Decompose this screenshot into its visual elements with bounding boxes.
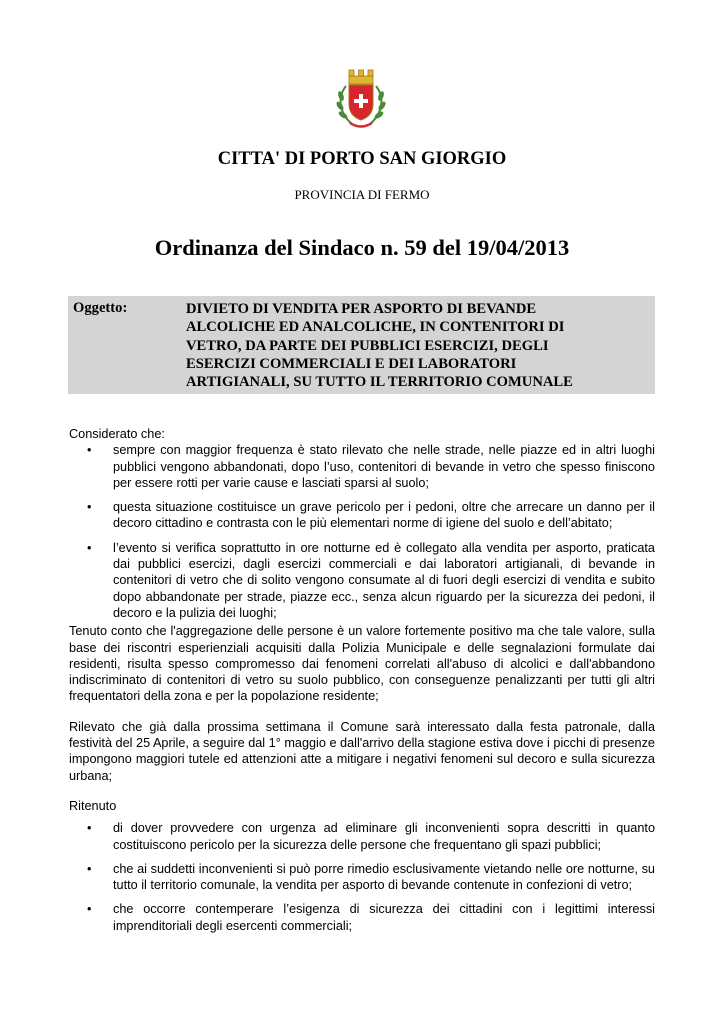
list-item [69, 499, 655, 532]
subject-line: ESERCIZI COMMERCIALI E DEI LABORATORI [186, 355, 517, 372]
ordinance-body [69, 426, 655, 934]
list-item-text: l’evento si verifica soprattutto in ore notturne ed è collegato alla vendita per asporto, praticata dai pubblici esercizi, dagli esercizi commerciali e dai laboratori artigianali, di bevande in contenitori di vetro che di solito vengono consumate al di fuori degli esercizi di vendita e subito dopo abbandonate per strade, piazze ecc., senza alcun riguardo per la sicurezza dei pedoni, il decoro e la pulizia dei luoghi; [113, 540, 655, 620]
list-item [69, 861, 655, 894]
tenuto-paragraph: Tenuto conto che l'aggregazione delle persone è un valore fortemente positivo ma che tale valore, sulla base dei riscontri esperienziali acquisiti dalla Polizia Municipale e delle segnalazioni formulate dai residenti, risulta spesso compromesso dai fenomeni correlati all'abuso di alcolici e dall'abbandono indiscriminato di contenitori di vetro su suolo pubblico, con conseguenze penalizzanti per tutti gli altri frequentatori della zona e per la popolazione residente; [69, 624, 655, 704]
bullet-icon: • [87, 540, 92, 555]
list-item [69, 442, 655, 491]
subject-label: Oggetto: [73, 300, 128, 316]
city-name: CITTA' DI PORTO SAN GIORGIO [217, 149, 507, 169]
subject-line: VETRO, DA PARTE DEI PUBBLICI ESERCIZI, DEGLI [186, 337, 549, 354]
ordinance-title: Ordinanza del Sindaco n. 59 del 19/04/2013 [154, 235, 570, 260]
subject-line: ARTIGIANALI, SU TUTTO IL TERRITORIO COMUNALE [186, 374, 573, 391]
bullet-icon: • [87, 861, 92, 876]
bullet-icon: • [87, 902, 92, 917]
rilevato-paragraph: Rilevato che già dalla prossima settimana il Comune sarà interessato dalla festa patronale, dalla festività del 25 Aprile, a seguire dal 1° maggio e dall'arrivo della stagione estiva dove i picchi di presenze impongono maggiori tutele ed attenzioni atte a mitigare i negativi fenomeni sul decoro e sulla sicurezza urbana; [69, 719, 655, 783]
bullet-icon: • [87, 500, 92, 515]
list-item [69, 901, 655, 934]
subject-box [68, 296, 655, 394]
bullet-icon: • [87, 443, 92, 458]
list-item [69, 540, 655, 621]
list-item-text: questa situazione costituisce un grave pericolo per i pedoni, oltre che arrecare un danno per il decoro cittadino e contrasta con le più elementari norme di igiene del suolo e dell’abitato; [113, 500, 655, 531]
bullet-icon: • [87, 821, 92, 836]
list-item-text: di dover provvedere con urgenza ad eliminare gli inconvenienti sopra descritti in quanto costituiscono pericolo per la sicurezza delle persone che frequentano gli spazi pubblici; [113, 821, 655, 852]
subject-line: ALCOLICHE ED ANALCOLICHE, IN CONTENITORI DI [186, 319, 565, 336]
list-item-text: che ai suddetti inconvenienti si può porre rimedio esclusivamente vietando nelle ore notturne, su tutto il territorio comunale, la vendita per asporto di bevande contenute in confezioni di vetro; [113, 861, 655, 893]
province-name: PROVINCIA DI FERMO [294, 187, 430, 202]
list-item-text: che occorre contemperare l’esigenza di sicurezza dei cittadini con i legittimi interessi imprenditoriali degli esercenti commerciali; [113, 902, 655, 933]
list-item-text: sempre con maggior frequenza è stato rilevato che nelle strade, nelle piazze ed in altri luoghi pubblici vengono abbandonati, dopo l’uso, contenitori di bevande in vetro che spesso finiscono per essere rotti per varie cause e lasciati sparsi al suolo; [113, 443, 655, 490]
considerato-heading: Considerato che: [69, 427, 165, 441]
subject-line: DIVIETO DI VENDITA PER ASPORTO DI BEVANDE [186, 301, 537, 317]
ritenuto-heading: Ritenuto [69, 798, 117, 813]
municipal-coat-of-arms-icon [332, 66, 390, 132]
list-item [69, 820, 655, 853]
subject-text [186, 300, 652, 391]
